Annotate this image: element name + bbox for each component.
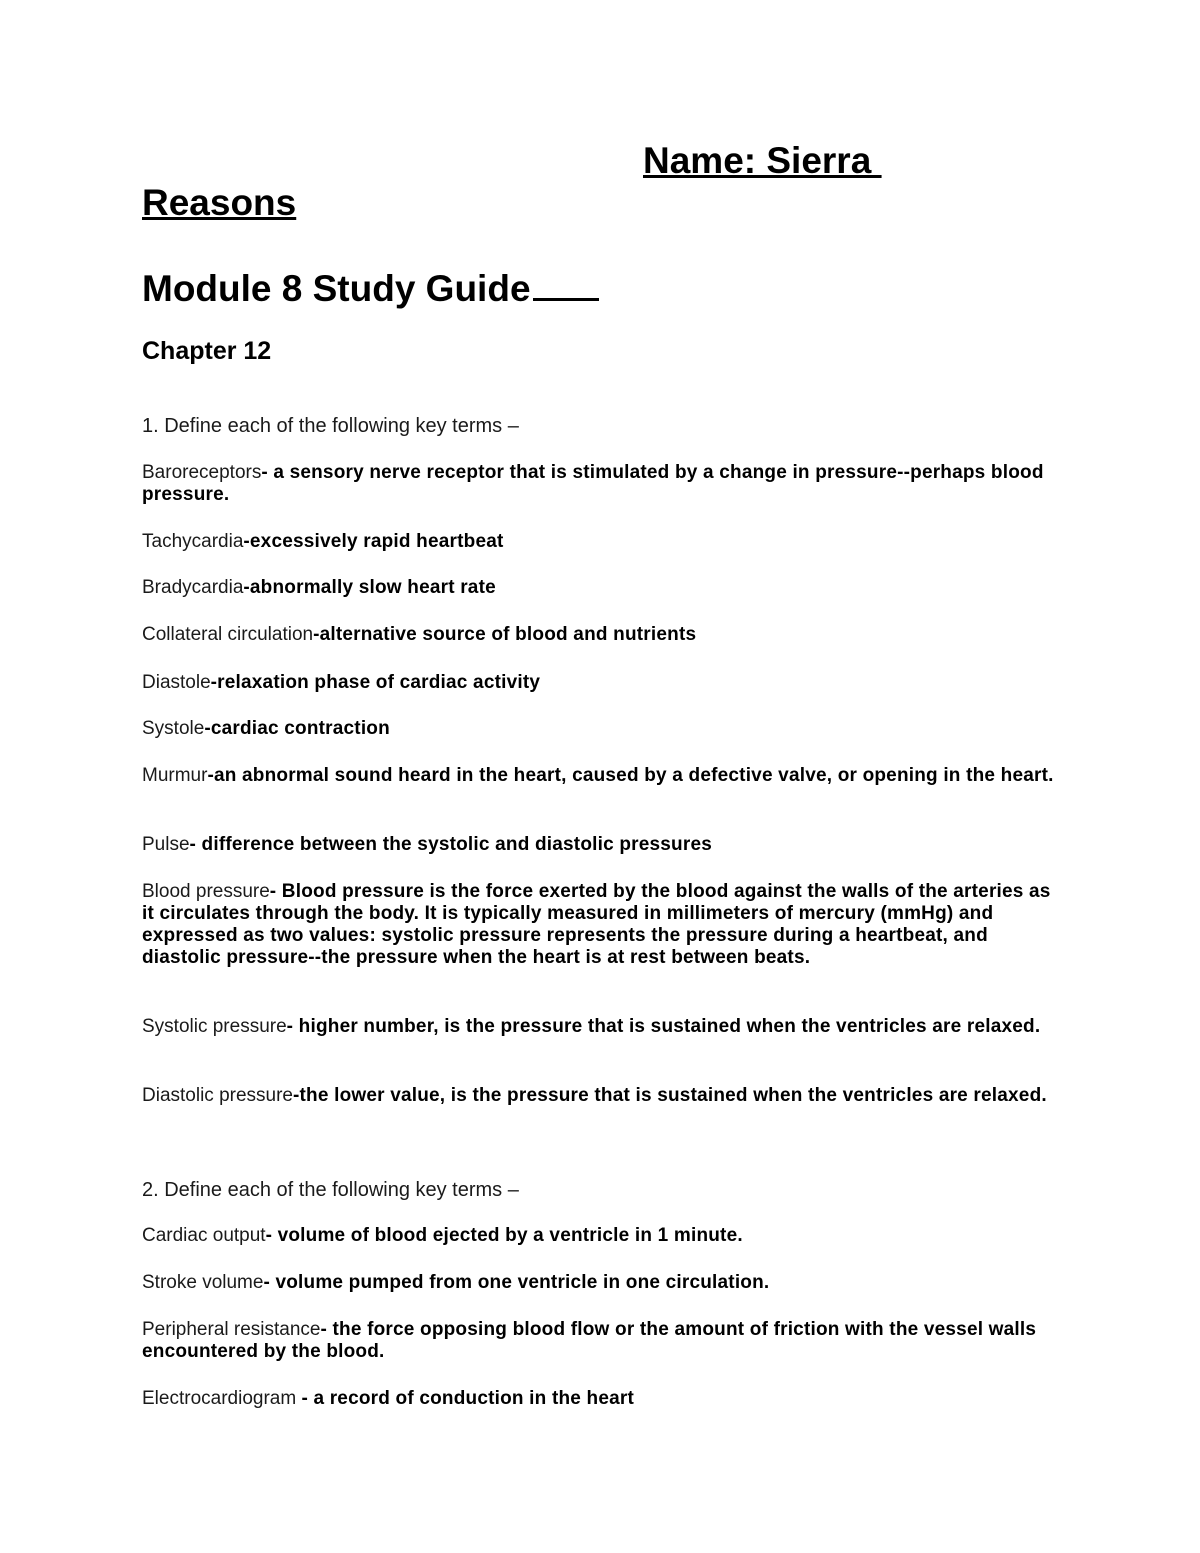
term-definition: -abnormally slow heart rate <box>243 577 496 598</box>
term-definition: - higher number, is the pressure that is sustained when the ventricles are relaxed. <box>286 1016 1041 1037</box>
term-definition: -alternative source of blood and nutrients <box>313 624 697 645</box>
section-1-prompt: 1. Define each of the following key terms – <box>142 415 519 437</box>
title-blank-line <box>533 268 599 301</box>
term-entry <box>142 531 1062 553</box>
term-entry <box>142 765 1062 787</box>
term-definition: -excessively rapid heartbeat <box>243 531 504 552</box>
page-title <box>142 266 599 312</box>
term-label: Cardiac output <box>142 1225 266 1246</box>
term-label: Tachycardia <box>142 531 244 552</box>
term-definition: -cardiac contraction <box>204 718 390 739</box>
term-entry <box>142 462 1062 506</box>
term-label: Pulse <box>142 834 190 855</box>
term-label: Diastolic pressure <box>142 1085 293 1106</box>
term-entry <box>142 624 1062 646</box>
term-definition: -an abnormal sound heard in the heart, caused by a defective valve, or opening in the heart. <box>207 765 1054 786</box>
term-definition: -relaxation phase of cardiac activity <box>210 672 541 693</box>
term-label: Stroke volume <box>142 1272 264 1293</box>
term-entry <box>142 1388 1062 1410</box>
term-label: Systolic pressure <box>142 1016 287 1037</box>
term-definition: - volume pumped from one ventricle in one circulation. <box>263 1272 770 1293</box>
term-entry <box>142 1016 1062 1038</box>
term-label: Systole <box>142 718 205 739</box>
term-label: Electrocardiogram <box>142 1388 302 1409</box>
term-label: Blood pressure <box>142 881 270 902</box>
term-label: Murmur <box>142 765 208 786</box>
term-definition: - a record of conduction in the heart <box>301 1388 634 1409</box>
section-2-prompt: 2. Define each of the following key terms – <box>142 1179 519 1201</box>
term-definition: - volume of blood ejected by a ventricle in 1 minute. <box>265 1225 743 1246</box>
term-definition: - Blood pressure is the force exerted by the blood against the walls of the arteries as it circulates through the body. It is typically measured in millimeters of mercury (mmHg) and expressed as two values: systolic pressure represents the pressure during a heartbeat, and diastolic pressure--the pressure when the heart is at rest between beats. <box>142 881 1051 968</box>
term-entry <box>142 718 1062 740</box>
page-title-text: Module 8 Study Guide <box>142 268 531 309</box>
term-entry <box>142 577 1062 599</box>
name-label: Name: Sierra <box>643 140 882 181</box>
term-label: Collateral circulation <box>142 624 314 645</box>
term-entry <box>142 1225 1062 1247</box>
term-label: Bradycardia <box>142 577 244 598</box>
term-label: Baroreceptors <box>142 462 262 483</box>
term-label: Diastole <box>142 672 211 693</box>
name-surname: Reasons <box>142 182 297 223</box>
term-entry <box>142 672 1062 694</box>
term-definition: - the force opposing blood flow or the amount of friction with the vessel walls encountered by the blood. <box>142 1319 1037 1362</box>
term-entry <box>142 1085 1062 1107</box>
term-entry <box>142 1272 1062 1294</box>
term-definition: - difference between the systolic and diastolic pressures <box>189 834 712 855</box>
term-entry <box>142 834 1062 856</box>
term-entry <box>142 1319 1062 1363</box>
term-label: Peripheral resistance <box>142 1319 321 1340</box>
term-entry <box>142 881 1062 969</box>
term-definition: - a sensory nerve receptor that is stimulated by a change in pressure--perhaps blood pressure. <box>142 462 1044 505</box>
chapter-heading: Chapter 12 <box>142 337 272 365</box>
term-definition: -the lower value, is the pressure that is sustained when the ventricles are relaxed. <box>293 1085 1047 1106</box>
